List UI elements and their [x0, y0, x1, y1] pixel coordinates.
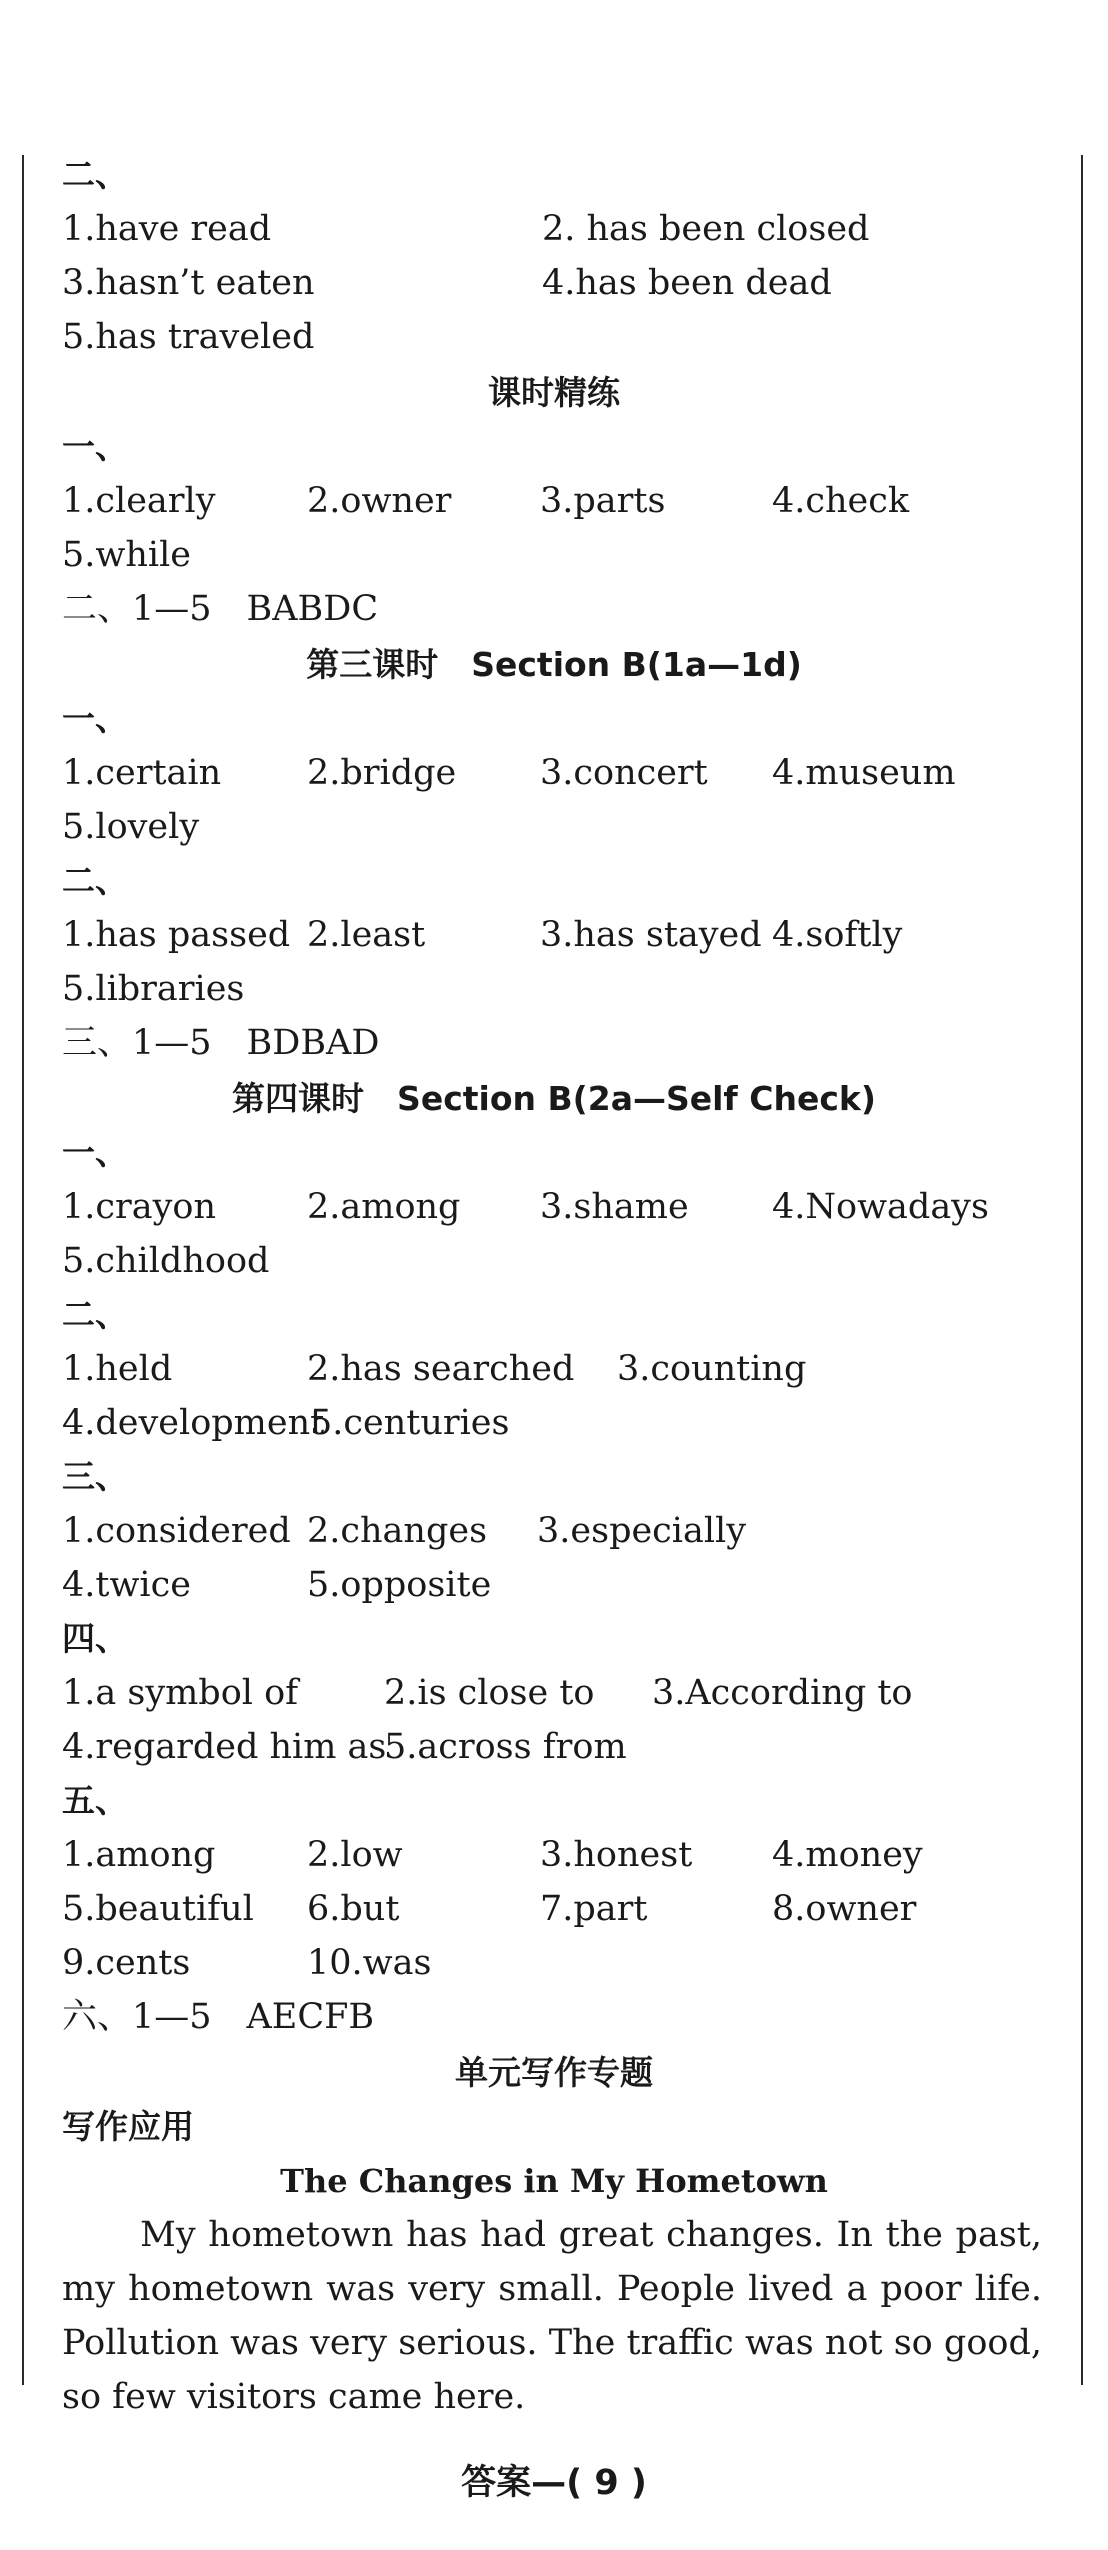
answer-row: [62, 1720, 1042, 1774]
section-heading-3: 三、: [62, 1457, 128, 1496]
answer: 9.cents: [62, 1943, 191, 1983]
section-heading-2: 二、: [62, 861, 128, 900]
answer: 10.was: [307, 1943, 432, 1983]
answer: 2. has been closed: [542, 209, 870, 249]
answer: 1.held: [62, 1349, 173, 1389]
answer-row: [62, 1558, 1042, 1612]
answer: 1.crayon: [62, 1187, 216, 1227]
answer-row: [62, 310, 1042, 364]
answer: 3.hasn’t eaten: [62, 263, 315, 303]
answer: 3.counting: [617, 1349, 807, 1389]
answer: 1.clearly: [62, 481, 216, 521]
writing-subheading: 写作应用: [62, 2107, 194, 2146]
section-heading-1: 一、: [62, 427, 128, 466]
answer-row: [62, 1180, 1042, 1234]
choice-answers: 二、1—5 BABDC: [62, 589, 379, 629]
answer: 4.regarded him as: [62, 1727, 387, 1767]
answer: 3.especially: [537, 1511, 747, 1551]
answer: 1.considered: [62, 1511, 291, 1551]
answer: 2.among: [307, 1187, 461, 1227]
answer: 6.but: [307, 1889, 400, 1929]
answer-row: [62, 800, 1042, 854]
answer: 5.libraries: [62, 969, 245, 1009]
answer: 3.concert: [540, 753, 708, 793]
answer-row: [62, 256, 1042, 310]
answer-row: [62, 1234, 1042, 1288]
answer: 4.softly: [772, 915, 903, 955]
answer: 5.while: [62, 535, 191, 575]
answer: 3.According to: [652, 1673, 913, 1713]
section-heading-4: 四、: [62, 1619, 128, 1658]
answer: 4.twice: [62, 1565, 191, 1605]
answer: 1.certain: [62, 753, 222, 793]
section-heading-5: 五、: [62, 1781, 128, 1820]
answer: 1.a symbol of: [62, 1673, 299, 1713]
answer-row: [62, 1936, 1042, 1990]
answer-row: [62, 1504, 1042, 1558]
answer: 5.across from: [384, 1727, 627, 1767]
section-heading-1: 一、: [62, 1133, 128, 1172]
answer: 2.owner: [307, 481, 452, 521]
answer: 4.money: [772, 1835, 923, 1875]
answer-row: [62, 746, 1042, 800]
answer: 3.shame: [540, 1187, 689, 1227]
answer: 5.centuries: [310, 1403, 510, 1443]
answer: 2.low: [307, 1835, 403, 1875]
answer-row: [62, 908, 1042, 962]
answer: 1.has passed: [62, 915, 291, 955]
answer: 5.opposite: [307, 1565, 492, 1605]
answer-row: [62, 1828, 1042, 1882]
answer: 5.has traveled: [62, 317, 315, 357]
answer: 8.owner: [772, 1889, 917, 1929]
answer: 4.has been dead: [542, 263, 832, 303]
answer: 5.beautiful: [62, 1889, 254, 1929]
answer: 3.has stayed: [540, 915, 762, 955]
answer: 5.lovely: [62, 807, 200, 847]
answer: 3.parts: [540, 481, 666, 521]
answer-row: [62, 962, 1042, 1016]
answer-row: [62, 202, 1042, 256]
answer: 4.Nowadays: [772, 1187, 989, 1227]
answer-row: [62, 1342, 1042, 1396]
answer: 2.is close to: [384, 1673, 595, 1713]
answer: 2.changes: [307, 1511, 488, 1551]
answer: 5.childhood: [62, 1241, 270, 1281]
answer: 7.part: [540, 1889, 648, 1929]
answer: 4.museum: [772, 753, 956, 793]
choice-answers: 六、1—5 AECFB: [62, 1997, 375, 2037]
answer-row: [62, 528, 1042, 582]
answer-row: [62, 1666, 1042, 1720]
choice-answers: 三、1—5 BDBAD: [62, 1023, 380, 1063]
answer: 1.among: [62, 1835, 216, 1875]
answer: 2.least: [307, 915, 426, 955]
answer-row: [62, 1396, 1042, 1450]
lesson-title: 第三课时 Section B(1a—1d): [306, 645, 802, 684]
lesson-title: 第四课时 Section B(2a—Self Check): [232, 1079, 876, 1118]
section-heading-2: 二、: [62, 155, 128, 194]
answer: 2.bridge: [307, 753, 457, 793]
section-title: 单元写作专题: [455, 2053, 653, 2092]
answer-row: [62, 474, 1042, 528]
answer: 4.development: [62, 1403, 325, 1443]
answer: 4.check: [772, 481, 910, 521]
answer: 2.has searched: [307, 1349, 575, 1389]
answer: 1.have read: [62, 209, 272, 249]
essay-paragraph: My hometown has had great changes. In the past, my hometown was very small. People lived a poor life. Pollution was very serious. The traffic was not so good, so few visitors came here.: [62, 2215, 1042, 2417]
page-footer: 答案—( 9 ): [461, 2463, 647, 2503]
answer-row: [62, 1882, 1042, 1936]
answer: 3.honest: [540, 1835, 693, 1875]
essay-title: The Changes in My Hometown: [280, 2162, 828, 2200]
section-heading-1: 一、: [62, 699, 128, 738]
section-title: 课时精练: [488, 373, 620, 412]
section-heading-2: 二、: [62, 1295, 128, 1334]
